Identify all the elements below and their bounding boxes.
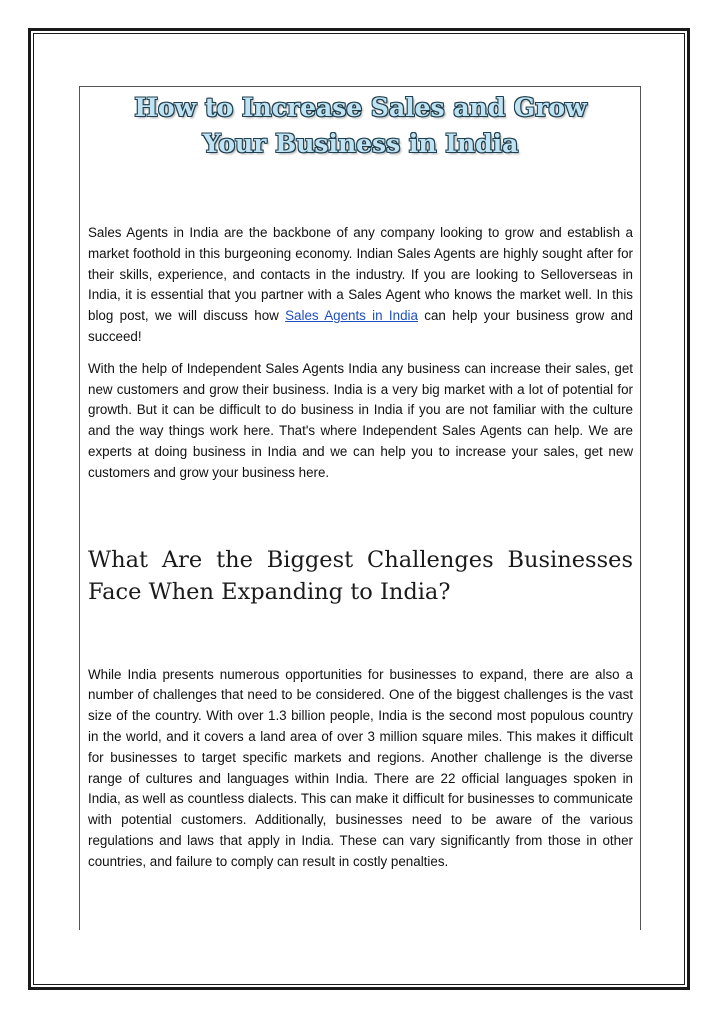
intro-text-after: can help your business grow and succeed! xyxy=(88,308,633,344)
title-line-2: Your Business in India xyxy=(202,129,519,158)
page-title xyxy=(88,90,633,162)
title-line-1: How to Increase Sales and Grow xyxy=(134,93,587,122)
intro-paragraph xyxy=(88,223,633,348)
section-heading: What Are the Biggest Challenges Businesses Face When Expanding to India? xyxy=(88,546,633,605)
intro-text-before: Sales Agents in India are the backbone of any company looking to grow and establish a market foothold in this burgeoning economy. Indian Sales Agents are highly sought after for their skills, experience, and contacts in the industry. If you are looking to Selloverseas in India, it is essential that you partner with a Sales Agent who knows the market well. In this blog post, we will discuss how xyxy=(88,225,633,324)
challenges-paragraph: While India presents numerous opportunities for businesses to expand, there are also a number of challenges that need to be considered. One of the biggest challenges is the vast size of the country. With over 1.3 billion people, India is the second most populous country in the world, and it covers a land area of over 3 million square miles. This makes it difficult for businesses to target specific markets and regions. Another challenge is the diverse range of cultures and languages within India. There are 22 official languages spoken in India, as well as countless dialects. This can make it difficult for businesses to communicate with potential customers. Additionally, businesses need to be aware of the various regulations and laws that apply in India. These can vary significantly from those in other countries, and failure to comply can result in costly penalties. xyxy=(88,666,633,869)
sales-agents-india-link[interactable]: Sales Agents in India xyxy=(285,308,418,324)
independent-agents-paragraph: With the help of Independent Sales Agents India any business can increase their sales, get new customers and grow their business. India is a very big market with a lot of potential for growth. But it can be difficult to do business in India if you are not familiar with the culture and the way things work here. That's where Independent Sales Agents can help. We are experts at doing business in India and we can help you to increase your sales, get new customers and grow your business here. xyxy=(88,360,633,480)
document-body xyxy=(88,90,633,873)
